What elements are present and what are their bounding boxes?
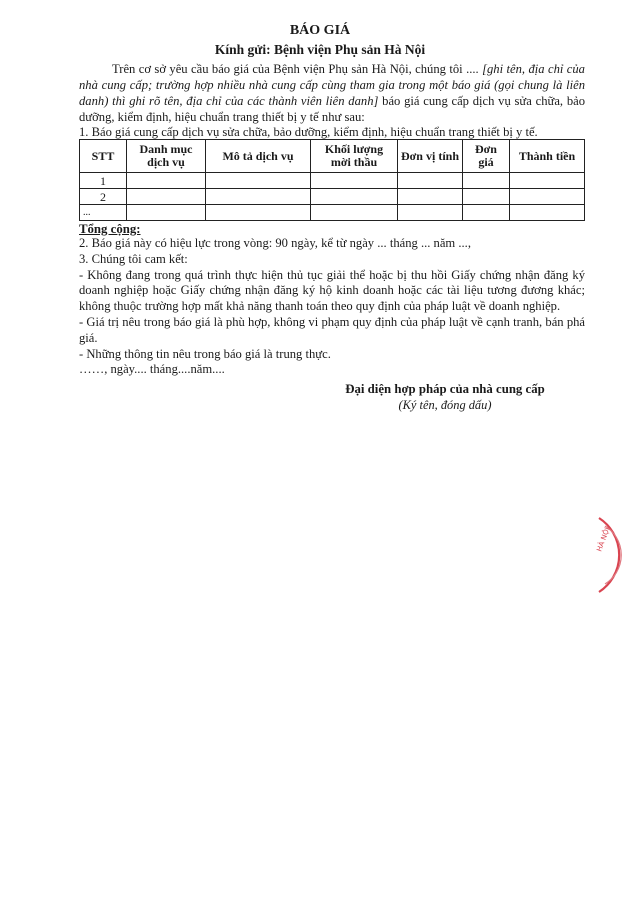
row-stt: 1 [80, 173, 127, 189]
table-cell [463, 189, 510, 205]
table-cell [463, 173, 510, 189]
table-cell [510, 173, 585, 189]
table-cell [127, 173, 206, 189]
col-header-don-vi: Đơn vị tính [398, 140, 463, 173]
document-title: BÁO GIÁ [289, 23, 351, 38]
date-line: ……, ngày.... tháng....năm.... [79, 362, 225, 377]
intro-text-start: Trên cơ sở yêu cầu báo giá của Bệnh viện Phụ sản Hà Nội, chúng tôi .... [112, 62, 483, 76]
table-cell [398, 189, 463, 205]
table-cell [206, 205, 311, 221]
table-cell [206, 173, 311, 189]
col-header-stt: STT [80, 140, 127, 173]
commitment-3: - Những thông tin nêu trong báo giá là trung thực. [79, 346, 331, 361]
table-cell [398, 205, 463, 221]
table-cell [510, 189, 585, 205]
col-header-thanh-tien: Thành tiền [510, 140, 585, 173]
table-cell [463, 205, 510, 221]
table-header-row [80, 140, 585, 173]
col-header-mo-ta: Mô tả dịch vụ [206, 140, 311, 173]
svg-text:HÀ NỘI: HÀ NỘI [595, 526, 612, 553]
red-stamp-seal [585, 510, 640, 600]
section-1-heading: 1. Báo giá cung cấp dịch vụ sửa chữa, bảo dưỡng, kiểm định, hiệu chuẩn trang thiết bị y tế. [79, 125, 538, 139]
table-cell [127, 205, 206, 221]
commitment-2: - Giá trị nêu trong báo giá là phù hợp, không vi phạm quy định của pháp luật về cạnh tranh, bán phá giá. [79, 314, 585, 345]
recipient-line: Kính gửi: Bệnh viện Phụ sản Hà Nội [214, 42, 426, 57]
table-cell [311, 205, 398, 221]
terms-block [79, 236, 585, 378]
row-stt: 2 [80, 189, 127, 205]
section-2-validity: 2. Báo giá này có hiệu lực trong vòng: 90 ngày, kể từ ngày ... tháng ... năm ..., [79, 236, 471, 250]
table-row [80, 205, 585, 221]
table-row [80, 173, 585, 189]
table-cell [127, 189, 206, 205]
intro-paragraph [79, 61, 585, 125]
signature-note: (Ký tên, đóng dấu) [398, 398, 492, 412]
col-header-danh-muc: Danh mục dịch vụ [127, 140, 206, 173]
table-cell [206, 189, 311, 205]
commitment-1: - Không đang trong quá trình thực hiện thủ tục giải thể hoặc bị thu hồi Giấy chứng nhận đăng ký doanh nghiệp hoặc Giấy chứng nhận đăng ký hộ kinh doanh hoặc các tài liệu tương đương khác; không thuộc trường hợp mất khả năng thanh toán theo quy định của pháp luật về doanh nghiệp. [79, 267, 585, 314]
col-header-khoi-luong: Khối lượng mời thầu [311, 140, 398, 173]
table-cell [510, 205, 585, 221]
table-cell [311, 173, 398, 189]
table-cell [311, 189, 398, 205]
quote-table [79, 139, 585, 221]
signature-title: Đại diện hợp pháp của nhà cung cấp [345, 382, 545, 396]
total-label: Tổng cộng: [79, 222, 141, 236]
intro-italic-note: [ghi tên, địa chỉ của nhà cung cấp; trường hợp nhiều nhà cung cấp cùng tham gia trong một báo giá (gọi chung là liên danh) thì ghi rõ tên, địa chỉ của các thành viên liên danh] [79, 62, 585, 108]
table-cell [398, 173, 463, 189]
col-header-don-gia: Đơn giá [463, 140, 510, 173]
row-stt: ... [80, 205, 127, 221]
section-3-heading: 3. Chúng tôi cam kết: [79, 251, 188, 266]
intro-text-end: báo giá cung cấp dịch vụ sửa chữa, bảo dưỡng, kiểm định, hiệu chuẩn trang thiết bị y tế như sau: [79, 94, 585, 124]
table-row [80, 189, 585, 205]
